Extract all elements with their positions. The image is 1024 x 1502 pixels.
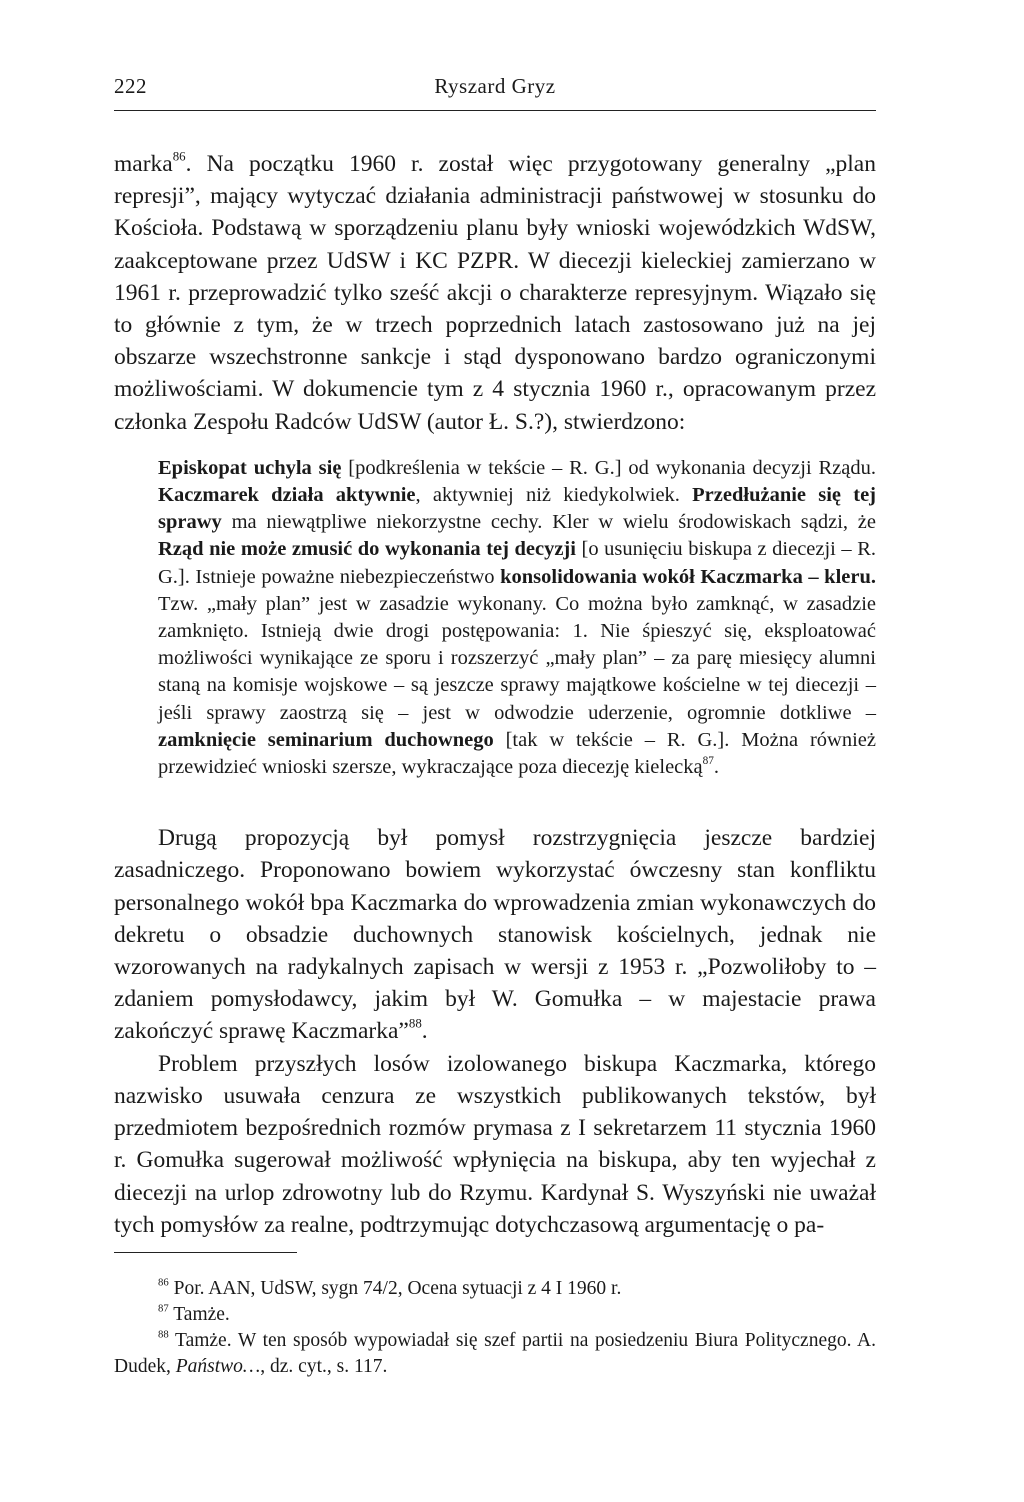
footnote-87 — [114, 1302, 876, 1328]
footnote-88 — [114, 1328, 876, 1380]
block-quote — [158, 455, 876, 781]
footnote-marker: 87 — [702, 755, 714, 768]
bold-run: Rząd nie może zmusić do wykonania tej decyzji — [158, 538, 576, 561]
footnote-marker: 87 — [158, 1302, 169, 1315]
footnote-marker: 86 — [172, 148, 186, 164]
bold-run: Kaczmarek działa aktywnie — [158, 484, 416, 507]
running-title: Ryszard Gryz — [434, 74, 556, 98]
text-run: , aktywniej niż kiedykolwiek. — [415, 484, 693, 507]
italic-run: Państwo… — [175, 1356, 261, 1377]
text-run: [podkreślenia w tekście – R. G.] od wykonania decyzji Rządu. — [341, 456, 876, 479]
text-run: [o usunięciu biskupa z diecezji – R. G.]. Istnieje poważne niebezpieczeństwo — [158, 538, 876, 588]
text-run: . — [421, 1018, 428, 1045]
footnote-separator — [114, 1252, 297, 1253]
text-run: [tak w tekście – R. G.]. Można również przewidzieć wnioski szersze, wykraczające poza diecezję kielecką — [158, 728, 876, 779]
bold-run: konsolidowania wokół Kaczmarka – kleru. — [500, 565, 876, 588]
text-run: Tamże. W ten sposób wypowiadał się szef partii na posiedzeniu Biura Politycznego. A. Dudek, — [114, 1330, 876, 1377]
bold-run: Episkopat uchyla się — [158, 456, 342, 479]
text-run: ma niewątpliwe niekorzystne cechy. Kler w wielu środowiskach sądzi, że — [221, 511, 876, 534]
main-text — [114, 148, 876, 1241]
text-run: marka — [114, 151, 173, 177]
text-run: Tamże. — [168, 1304, 230, 1325]
paragraph — [114, 148, 876, 438]
text-run: . Na początku 1960 r. został więc przygotowany generalny „plan represji”, mający wytyczać działania administracji państwowej w stosunku do Kościoła. Podstawą w sporządzeniu planu były wnioski wojewódzkich WdSW, zaakceptowane przez UdSW i KC PZPR. W diecezji kieleckiej zamierzano w 1961 r. przeprowadzić tylko sześć akcji o charakterze represyjnym. Wiązało się to głównie z tym, że w trzech poprzednich latach zastosowano już na jej obszarze wszechstronne sankcje i stąd dysponowano bardzo ograniczonymi możliwościami. W dokumencie tym z 4 stycznia 1960 r., opracowanym przez członka Zespołu Radców UdSW (autor Ł. S.?), stwierdzono: — [114, 151, 876, 435]
footnote-marker: 86 — [158, 1276, 169, 1289]
text-run: Drugą propozycją był pomysł rozstrzygnięcia jeszcze bardziej zasadniczego. Proponowano bowiem wykorzystać ówczesny stan konfliktu personalnego wokół bpa Kaczmarka do wprowadzenia zmian wykonawczych do dekretu o obsadzie duchownych stanowisk kościelnych, jednak nie wzorowanych na radykalnych zapisach w wersji z 1953 r. „Pozwoliłoby to – zdaniem pomysłodawcy, jakim był W. Gomułka – w majestacie prawa zakończyć sprawę Kaczmarka” — [114, 825, 876, 1045]
footnote-marker: 88 — [158, 1328, 169, 1341]
running-header — [114, 74, 876, 111]
footnote-86 — [114, 1276, 876, 1302]
paragraph — [114, 822, 876, 1047]
paragraph — [114, 1048, 876, 1241]
page-number: 222 — [114, 74, 147, 98]
text-run: , dz. cyt., s. 117. — [260, 1356, 388, 1377]
text-run: Problem przyszłych losów izolowanego biskupa Kaczmarka, którego nazwisko usuwała cenzura ze wszystkich publikowanych tekstów, był przedmiotem bezpośrednich rozmów prymasa z I sekretarzem 11 stycznia 1960 r. Gomułka sugerował możliwość wpłynięcia na biskupa, aby ten wyjechał z diecezji na urlop zdrowotny lub do Rzymu. Kardynał S. Wyszyński nie uważał tych pomysłów za realne, podtrzymując dotychczasową argumentację o pa- — [114, 1050, 876, 1238]
bold-run: zamknięcie seminarium duchownego — [158, 728, 494, 751]
footnote-marker: 88 — [408, 1016, 422, 1032]
text-run: . — [713, 756, 720, 779]
text-run: Por. AAN, UdSW, sygn 74/2, Ocena sytuacji z 4 I 1960 r. — [168, 1278, 622, 1299]
text-run: Tzw. „mały plan” jest w zasadzie wykonany. Co można było zamknąć, w zasadzie zamknięto. Istnieją dwie drogi postępowania: 1. Nie śpieszyć się, eksploatować możliwości wynikające ze sporu i rozszerzyć „mały plan” – za parę miesięcy alumni staną na komisje wojskowe – są jeszcze sprawy majątkowe kościelne w tej diecezji – jeśli sprawy zaostrzą się – jest w odwodzie uderzenie, ogromnie dotkliwe – — [158, 592, 876, 724]
footnotes — [114, 1276, 876, 1380]
bold-run: Przedłużanie się tej sprawy — [158, 484, 876, 534]
